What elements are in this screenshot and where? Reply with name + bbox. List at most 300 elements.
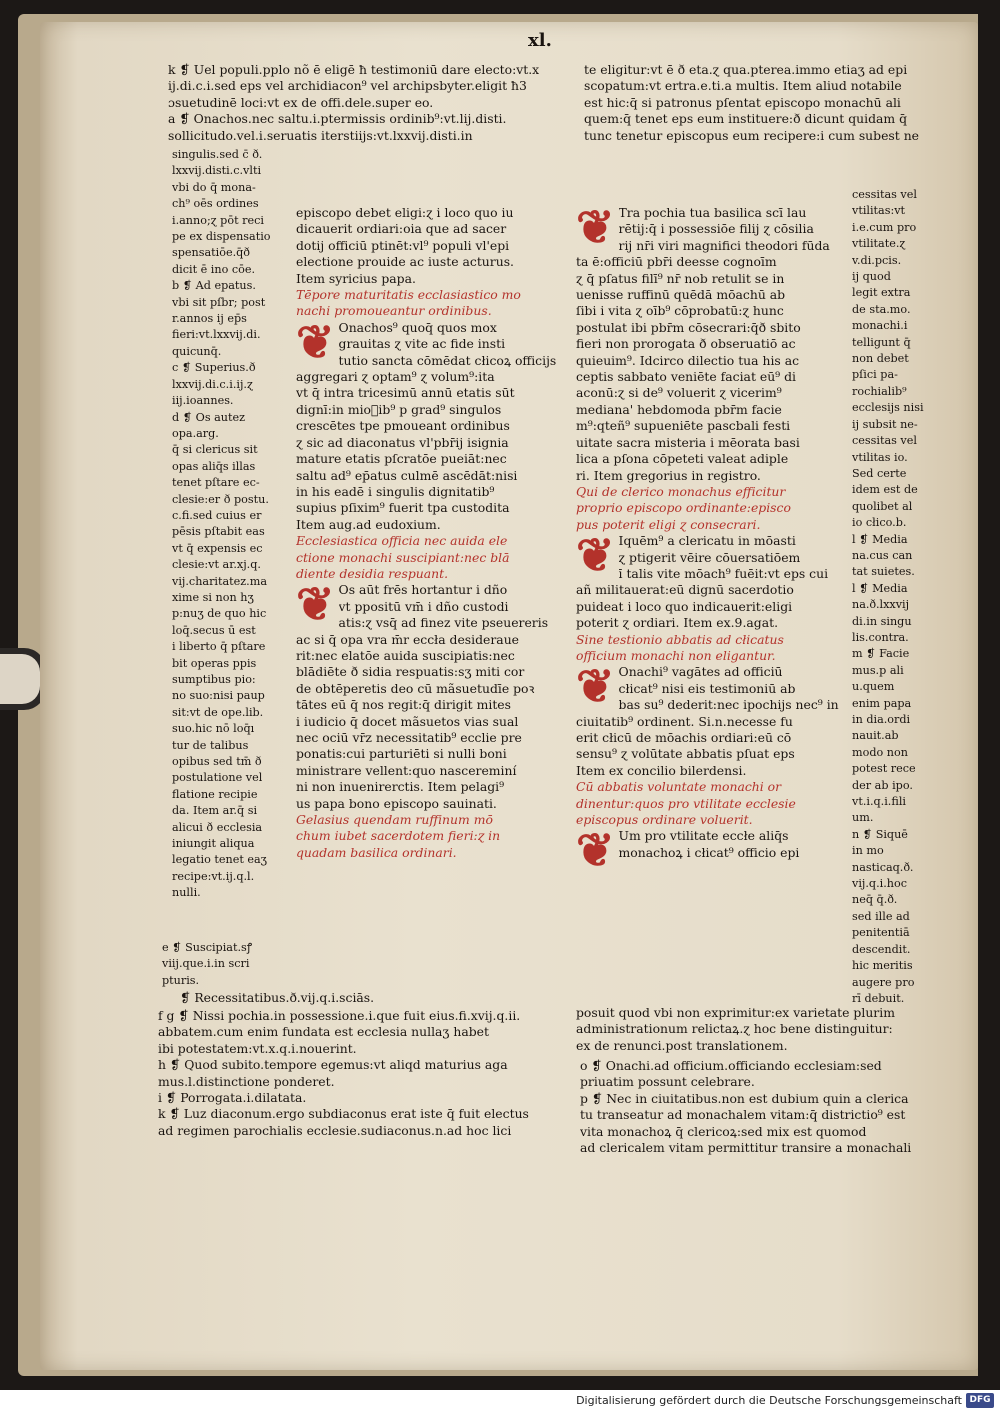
- line-text: proprio episcopo ordinante:episco: [576, 500, 791, 516]
- text-line: [576, 484, 840, 500]
- text-line: [296, 451, 566, 467]
- line-text: ſibi i vita ɀ oīb⁹ cōprobatū:ɀ hunc: [576, 303, 784, 319]
- top-gloss-left: [168, 62, 568, 144]
- line-text: Iquēm⁹ a clericatu in mōasti: [618, 533, 796, 549]
- bottom-gloss-left: [158, 1008, 568, 1139]
- margin-line: n ❡ Siquē: [852, 827, 908, 841]
- line-text: rētij:q̄ i possessiōe filij ɀ cōsilia: [618, 221, 814, 237]
- margin-line: pe ex dispensatio: [172, 230, 271, 244]
- margin-line: nauit.ab: [852, 729, 899, 743]
- margin-line: opa.arg.: [172, 426, 219, 440]
- line-text: cłicat⁹ nisi eis testimoniū ab: [618, 680, 796, 696]
- margin-line: ch⁹ oēs ordines: [172, 197, 259, 211]
- text-line: [296, 763, 566, 779]
- text-line: [296, 746, 566, 762]
- line-text: fieri non prorogata ð obseruatiō ac: [576, 336, 796, 352]
- line-text: rij nr̄i viri magnifici theodori fūda: [618, 237, 830, 253]
- text-line: [576, 336, 840, 352]
- text-line: [576, 402, 840, 418]
- line-text: nachi promoueantur ordinibus.: [296, 303, 492, 319]
- gloss-line: quem:q̄ tenet eps eum instituere:ð dicunt quidam q̄: [584, 111, 908, 127]
- gloss-line: p ❡ Nec in ciuitatibus.non est dubium quin a clerica: [580, 1090, 909, 1106]
- text-line: [576, 632, 840, 648]
- gloss-line: k ❡ Uel populi.pplo nõ ē eligē ħ testimoniū dare electo:vt.x: [168, 62, 540, 77]
- left-short-note: [180, 990, 440, 1006]
- text-line: [339, 615, 566, 631]
- text-line: [339, 320, 566, 336]
- margin-line: i liberto q̄ pſtare: [172, 640, 266, 654]
- line-text: erit cłicū de mōachis ordiari:eū cō: [576, 730, 792, 745]
- margin-line: modo non: [852, 745, 908, 759]
- margin-line: recipe:vt.ij.q.l.: [172, 869, 255, 883]
- line-text: i iudicio q̄ docet mãsuetos vias sual: [296, 713, 519, 729]
- line-text: atis:ɀ vsq̄ ad finez vite pseuereris: [338, 615, 549, 631]
- margin-line: augere pro: [852, 975, 915, 989]
- text-line: [576, 582, 840, 598]
- text-line: [296, 697, 566, 713]
- margin-line: bit operas ppis: [172, 656, 257, 670]
- text-line: [339, 353, 566, 369]
- margin-line: iij.ioannes.: [172, 394, 234, 408]
- text-line: [576, 320, 840, 336]
- text-line: [296, 550, 566, 566]
- margin-line: legatio tenet eaʒ: [172, 853, 267, 867]
- text-line: [619, 681, 840, 697]
- line-text: ri. Item gregorius in registro.: [576, 467, 761, 483]
- text-line: [576, 303, 840, 319]
- line-text: episcopo debet eligi:ɀ i loco quo iu: [296, 205, 514, 220]
- line-text: mature etatis pſcratōe pueiāt:nec: [296, 451, 507, 467]
- gloss-line: tu transeatur ad monachalem vitam:q̄ districtio⁹ est: [580, 1107, 906, 1123]
- margin-line: clesie:vt ar.xj.q.: [172, 558, 261, 572]
- text-line: administrationum relictaꝝ.ɀ hoc bene distinguitur:: [576, 1021, 893, 1037]
- text-line: [296, 303, 566, 319]
- margin-line: q̄ si clericus sit: [172, 443, 258, 457]
- margin-line: monachi.i: [852, 319, 908, 333]
- text-line: [296, 205, 566, 221]
- line-text: ɀ ptigerit vēire cōuersatiōem: [618, 549, 801, 565]
- margin-line: fieri:vt.lxxvij.di.: [172, 328, 261, 342]
- margin-line: vij.charitatez.ma: [172, 574, 268, 588]
- margin-line: di.in singu: [852, 614, 912, 628]
- margin-line: sit:vt de ope.lib.: [172, 705, 264, 719]
- margin-line: tat suietes.: [852, 565, 915, 579]
- line-text: tātes eū q̄ nos regit:q̄ dirigit mites: [296, 697, 511, 713]
- margin-line: suo.hic nō loq̄ı: [172, 722, 255, 736]
- right-column-text: [576, 200, 840, 878]
- text-line: [296, 402, 566, 418]
- margin-line: der ab ipo.: [852, 778, 913, 792]
- line-text: uitate sacra misteria i mēorata basi: [576, 434, 800, 450]
- text-line: [576, 500, 840, 516]
- text-line: posuit quod vbi non exprimitur:ex varietate plurim: [576, 1005, 895, 1020]
- margin-line: ecclesijs nisi: [852, 401, 924, 415]
- text-line: [296, 730, 566, 746]
- text-line: [619, 205, 840, 221]
- right-column-continuation: [576, 1005, 966, 1054]
- text-line: [296, 714, 566, 730]
- margin-line: na.cus can: [852, 548, 913, 562]
- line-text: Tēpore maturitatis ecclasiastico mo: [296, 287, 521, 303]
- line-text: us papa bono episcopo sauinati.: [296, 795, 497, 811]
- margin-line: ij quod: [852, 270, 891, 284]
- line-text: quieuim⁹. Idcirco dilectio tua his ac: [576, 352, 800, 368]
- right-margin-gloss: [852, 187, 938, 1007]
- bottom-gloss-right: [580, 1058, 970, 1156]
- gloss-line: o ❡ Onachi.ad officium.officiando ecclesiam:sed: [580, 1058, 882, 1073]
- margin-line: pēsis pſtabit eas: [172, 525, 265, 539]
- text-line: [576, 451, 840, 467]
- text-line: [296, 385, 566, 401]
- margin-line: nasticaq.ð.: [852, 860, 914, 874]
- left-margin-gloss: [172, 147, 302, 902]
- margin-line: vtilitate.ɀ: [852, 237, 906, 251]
- gloss-line: ad clericalem vitam permittitur transire a monachali: [580, 1140, 912, 1156]
- line-text: Onachi⁹ vagātes ad officiū: [618, 664, 783, 680]
- margin-line: non debet: [852, 352, 909, 366]
- margin-line: quicunq̄.: [172, 344, 222, 358]
- line-text: tutio sancta cōmēdat cłicoꝝ officijs: [338, 352, 557, 368]
- margin-line: cessitas vel: [852, 434, 917, 448]
- text-line: [296, 517, 566, 533]
- margin-line: opibus sed tm̄ ð: [172, 755, 262, 769]
- text-line: [576, 418, 840, 434]
- margin-line: lxxvij.disti.c.vlti: [172, 164, 262, 178]
- line-text: lica a pſona cōpeteti valeat adiple: [576, 451, 789, 467]
- text-line: [576, 271, 840, 287]
- margin-line: enim papa: [852, 696, 912, 710]
- line-text: Qui de clerico monachus efficitur: [576, 483, 786, 499]
- text-line: [296, 221, 566, 237]
- line-text: añ militauerat:eū dignū sacerdotio: [576, 582, 794, 598]
- margin-line: nulli.: [172, 886, 201, 900]
- text-line: [576, 812, 840, 828]
- text-line: [296, 828, 566, 844]
- text-line: [339, 336, 566, 352]
- text-line: [619, 238, 840, 254]
- text-line: [576, 254, 840, 270]
- line-text: Os aūt frēs hortantur i dño: [338, 582, 508, 598]
- margin-line: telligunt q̄: [852, 335, 911, 349]
- margin-line: pturis.: [162, 973, 200, 987]
- line-text: blādiēte ð sidia respuatis:sʒ miti cor: [296, 664, 525, 680]
- text-line: [619, 550, 840, 566]
- margin-line: alicui ð ecclesia: [172, 820, 263, 834]
- margin-line: sumptibus pio:: [172, 673, 256, 686]
- gloss-line: sollicitudo.vel.i.seruatis iterstiijs:vt.lxxvij.disti.in: [168, 127, 473, 143]
- margin-line: l ❡ Media: [852, 532, 908, 546]
- gloss-line: te eligitur:vt ē ð eta.ɀ qua.pterea.immo etiaʒ ad epi: [584, 62, 908, 77]
- line-text: vt ppositū vm̄ i dño custodi: [338, 598, 509, 614]
- footer-bar: [0, 1390, 1000, 1412]
- line-text: uenisse ruffinū quēdā mōachū ab: [576, 287, 786, 303]
- gloss-line: est hic:q̄ si patronus pſentat episcopo monachū ali: [584, 94, 901, 110]
- margin-line: in dia.ordi: [852, 713, 911, 726]
- text-line: [339, 599, 566, 615]
- text-line: [619, 828, 840, 844]
- text-line: [576, 385, 840, 401]
- line-text: dinentur:quos pro vtilitate ecclesie: [576, 795, 796, 811]
- text-line: [576, 287, 840, 303]
- margin-line: tenet pſtare ec-: [172, 476, 260, 490]
- margin-line: p:nuʒ de quo hic: [172, 607, 267, 621]
- text-line: [576, 648, 840, 664]
- line-text: Item ex concilio bilerdensi.: [576, 762, 747, 778]
- gloss-line: abbatem.cum enim fundata est ecclesia nullaʒ habet: [158, 1024, 489, 1040]
- margin-line: vt.i.q.i.fili: [852, 795, 906, 809]
- margin-line: r.annos ij ep̄s: [172, 312, 247, 326]
- text-line: [296, 533, 566, 549]
- top-gloss-right: [584, 62, 974, 144]
- margin-line: opas aliq̄s illas: [172, 459, 256, 473]
- margin-line: c ❡ Superius.ð: [172, 361, 256, 375]
- margin-line: cessitas vel: [852, 188, 917, 201]
- center-column-text: [296, 205, 566, 861]
- line-text: m⁹:qteñ⁹ supueniēte pascbali festi: [576, 418, 791, 434]
- text-line: [296, 681, 566, 697]
- text-line: [576, 796, 840, 812]
- gloss-line: f g ❡ Nissi pochia.in possessione.i.que fuit eius.fi.xvij.q.ii.: [158, 1008, 521, 1023]
- text-line: [339, 582, 566, 598]
- margin-line: c.fi.sed cuius er: [172, 508, 262, 522]
- text-line: [619, 697, 840, 713]
- margin-line: legit extra: [852, 286, 911, 300]
- line-text: saltu ad⁹ ep̄atus culmē ascēdāt:nisi: [296, 467, 518, 483]
- gloss-line: mus.l.distinctione ponderet.: [158, 1073, 335, 1089]
- margin-line: i.anno;ɀ pōt reci: [172, 213, 264, 227]
- line-text: aggregari ɀ optam⁹ ɀ volum⁹:ita: [296, 369, 495, 385]
- line-text: bas su⁹ dederit:nec ipochijs nec⁹ in: [618, 697, 839, 713]
- gloss-line: k ❡ Luz diaconum.ergo subdiaconus erat iste q̄ fuit electus: [158, 1106, 529, 1122]
- line-text: Ecclesiastica officia nec auida ele: [296, 533, 508, 549]
- line-text: puideat i loco quo indicauerit:eligi: [576, 598, 793, 614]
- margin-line: pſici pa-: [852, 368, 898, 382]
- initial-capital: ❦: [576, 823, 615, 878]
- margin-line: b ❡ Ad epatus.: [172, 279, 256, 293]
- margin-line: penitentiā: [852, 926, 910, 940]
- margin-line: hic meritis: [852, 959, 913, 973]
- gloss-line: ibi potestatem:vt.x.q.i.nouerint.: [158, 1040, 357, 1056]
- text-line: [619, 845, 840, 861]
- book-page: [40, 22, 978, 1370]
- text-line: [296, 238, 566, 254]
- text-line: [296, 566, 566, 582]
- line-text: ceptis sabbato veniēte faciat eū⁹ di: [576, 369, 796, 385]
- funding-credit: Digitalisierung gefördert durch die Deutsche Forschungsgemeinschaft: [576, 1394, 962, 1407]
- line-text: dignī:in mioᷓib⁹ p grad⁹ singulos: [296, 401, 502, 417]
- margin-line: rochialib⁹: [852, 384, 907, 398]
- margin-line: quolibet al: [852, 499, 913, 513]
- folio-number: xl.: [528, 30, 552, 51]
- line-text: ctione monachi suscipiant:nec blā: [296, 549, 510, 565]
- margin-line: u.quem: [852, 680, 895, 694]
- line-text: ministrare vellent:quo nascereminí: [296, 762, 517, 778]
- line-text: ī talis vite mōach⁹ fuēit:vt eps cui: [618, 565, 829, 581]
- margin-line: da. Item ar.q̄ si: [172, 804, 258, 818]
- text-line: [576, 517, 840, 533]
- margin-line: i.e.cum pro: [852, 220, 917, 234]
- margin-line: tur de talibus: [172, 738, 249, 752]
- text-line: [296, 648, 566, 664]
- margin-line: clesie:er ð postu.: [172, 492, 269, 506]
- text-line: [576, 468, 840, 484]
- text-line: [296, 435, 566, 451]
- line-text: aconū:ɀ si de⁹ voluerit ɀ vicerim⁹: [576, 385, 782, 401]
- line-text: sensu⁹ ɀ volūtate abbatis pſuat eps: [576, 746, 795, 762]
- text-line: [296, 369, 566, 385]
- text-line: [576, 435, 840, 451]
- margin-line: vij.q.i.hoc: [852, 877, 907, 891]
- margin-line: potest rece: [852, 762, 916, 776]
- line-text: ponatis:cui parturiēti si nulli boni: [296, 746, 507, 762]
- line-text: ciuitatib⁹ ordinent. Si.n.necesse fu: [576, 713, 793, 729]
- text-line: [296, 779, 566, 795]
- margin-line: d ❡ Os autez: [172, 410, 246, 424]
- margin-line: ij subsit ne-: [852, 417, 918, 431]
- gloss-line: vita monachoꝝ q̄ clericoꝝ:sed mix est quomod: [580, 1123, 867, 1139]
- text-line: [296, 271, 566, 287]
- line-text: Sine testionio abbatis ad cłicatus: [576, 631, 784, 647]
- initial-capital: ❦: [296, 314, 335, 369]
- line-text: rit:nec elatōe auida suscipiatis:nec: [296, 647, 515, 663]
- gloss-line: ad regimen parochialis ecclesie.sudiaconus.n.ad hoc lici: [158, 1122, 512, 1138]
- margin-line: vtilitas:vt: [852, 204, 906, 218]
- text-line: [576, 615, 840, 631]
- short-note-line: ❡ Recessitatibus.ð.vij.q.i.sciās.: [180, 990, 375, 1005]
- text-line: [576, 730, 840, 746]
- margin-line: viij.que.i.in scri: [162, 957, 250, 971]
- text-line: [296, 287, 566, 303]
- line-text: electione prouide ac iuste acturus.: [296, 254, 514, 270]
- line-text: grauitas ɀ vite ac fide insti: [338, 336, 506, 352]
- gloss-line: ɔsuetudinē loci:vt ex de offi.dele.super eo.: [168, 94, 434, 110]
- margin-line: spensatiōe.q̄ð: [172, 246, 251, 260]
- initial-capital: ❦: [576, 528, 615, 583]
- margin-line: io cłico.b.: [852, 516, 907, 530]
- margin-line: dicit ē ino cōe.: [172, 262, 256, 276]
- dfg-logo: DFG: [966, 1393, 994, 1408]
- line-text: Item syricius papa.: [296, 270, 416, 286]
- margin-line: xime si non hʒ: [172, 590, 254, 604]
- margin-line: vt q̄ expensis ec: [172, 541, 263, 555]
- margin-line: flatione recipie: [172, 787, 258, 801]
- line-text: ac si q̄ opa vra m̄r eccła desideraue: [296, 631, 520, 647]
- margin-line: Sed certe: [852, 466, 907, 480]
- initial-capital: ❦: [576, 200, 615, 254]
- gloss-line: h ❡ Quod subito.tempore egemus:vt aliqd maturius aga: [158, 1057, 508, 1073]
- margin-line: no suo:nisi paup: [172, 689, 265, 703]
- text-line: [296, 418, 566, 434]
- text-line: [296, 664, 566, 680]
- margin-line: rī debuit.: [852, 991, 905, 1005]
- margin-line: iniungit aliqua: [172, 837, 255, 851]
- text-line: [619, 566, 840, 582]
- initial-capital: ❦: [296, 577, 335, 632]
- margin-line: vbi sit pſbr; post: [172, 295, 266, 309]
- margin-line: e ❡ Suscipiat.sꝭ: [162, 941, 253, 954]
- margin-line: mus.p ali: [852, 663, 904, 677]
- text-line: [296, 845, 566, 861]
- line-text: Item aug.ad eudoxium.: [296, 516, 441, 532]
- line-text: Um pro vtilitate eccłe aliq̄s: [618, 828, 789, 844]
- line-text: dicauerit ordiari:oia que ad sacer: [296, 221, 507, 237]
- line-text: pus poterit eligi ɀ consecrari.: [576, 516, 761, 532]
- text-line: [296, 484, 566, 500]
- margin-line: vtilitas io.: [852, 450, 908, 464]
- line-text: dotij officiū ptinēt:vl⁹ populi vl'epi: [296, 237, 510, 253]
- line-text: diente desidia respuant.: [296, 565, 449, 581]
- margin-line: vbi do q̄ mona-: [172, 180, 256, 194]
- line-text: poterit ɀ ordiari. Item ex.9.agat.: [576, 615, 779, 631]
- gloss-line: a ❡ Onachos.nec saltu.i.ptermissis ordinib⁹:vt.lij.disti.: [168, 111, 507, 127]
- line-text: chum iubet sacerdotem fieri:ɀ in: [296, 828, 501, 844]
- margin-line: singulis.sed c̄ ð.: [172, 148, 263, 161]
- margin-line: de sta.mo.: [852, 302, 911, 316]
- margin-line: m ❡ Facie: [852, 647, 910, 661]
- line-text: ɀ q̄ pſatus filī⁹ nr̄ nob retulit se in: [576, 270, 785, 286]
- text-line: [296, 796, 566, 812]
- text-line: [576, 369, 840, 385]
- margin-line: um.: [852, 811, 874, 825]
- line-text: de obtēperetis deo cū mãsuetudīe poꝛ: [296, 680, 535, 696]
- text-line: [296, 632, 566, 648]
- line-text: crescētes tpe pmoueant ordinibus: [296, 418, 510, 434]
- margin-line: idem est de: [852, 483, 918, 497]
- initial-capital: ❦: [576, 659, 615, 714]
- gloss-line: ij.di.c.i.sed eps vel archidiacon⁹ vel archipsbyter.eligit ħ3: [168, 78, 527, 94]
- line-text: ni non inuenirerctis. Item pelagi⁹: [296, 779, 505, 795]
- margin-line: in mo: [852, 844, 884, 858]
- margin-line: loq̄.secus ū est: [172, 623, 256, 637]
- line-text: in his eadē i singulis dignitatib⁹: [296, 483, 495, 499]
- line-text: episcopus ordinare voluerit.: [576, 812, 753, 828]
- margin-line: na.ð.lxxvij: [852, 598, 910, 612]
- margin-line: sed ille ad: [852, 909, 910, 923]
- gloss-line: scopatum:vt ertra.e.ti.a multis. Item aliud notabile: [584, 78, 902, 94]
- margin-line: lis.contra.: [852, 630, 909, 644]
- gloss-line: tunc tenetur episcopus eum recipere:i cum subest ne: [584, 127, 920, 143]
- line-text: ɀ sic ad diaconatus vl'pbr̄ij isignia: [296, 434, 509, 450]
- text-line: [576, 714, 840, 730]
- text-line: [576, 599, 840, 615]
- margin-line: descendit.: [852, 942, 911, 956]
- line-text: mediana' hebdomoda pbr̄m facie: [576, 401, 782, 417]
- text-line: [296, 254, 566, 270]
- line-text: officium monachi non eligantur.: [576, 647, 776, 663]
- line-text: nec ociū vr̄z necessitatib⁹ ecclie pre: [296, 730, 522, 745]
- line-text: ta ē:officiū pbr̄i deesse cognoīm: [576, 254, 777, 270]
- gloss-line: priuatim possunt celebrare.: [580, 1074, 755, 1090]
- line-text: Onachos⁹ quoq̄ quos mox: [338, 319, 497, 335]
- margin-line: lxxvij.di.c.i.ij.ɀ: [172, 377, 253, 391]
- text-line: [619, 664, 840, 680]
- text-line: [296, 812, 566, 828]
- margin-line: l ❡ Media: [852, 581, 908, 595]
- gloss-line: i ❡ Porrogata.i.dilatata.: [158, 1090, 307, 1106]
- line-text: Tra pochia tua basilica scī lau: [618, 205, 807, 220]
- line-text: Gelasius quendam ruffinum mō: [296, 812, 493, 828]
- text-line: [296, 500, 566, 516]
- margin-line: neq̄ q̄.ð.: [852, 893, 898, 907]
- text-line: [576, 763, 840, 779]
- line-text: monachoꝝ i cłicat⁹ officio epi: [618, 844, 800, 860]
- text-line: ex de renunci.post translationem.: [576, 1037, 788, 1053]
- line-text: quadam basilica ordinari.: [296, 844, 457, 860]
- line-text: Cū abbatis voluntate monachi or: [576, 779, 782, 795]
- line-text: postulat ibi pbr̄m cōsecrari:q̄ð sbito: [576, 319, 801, 335]
- bookmark-tab-inner: [0, 654, 40, 704]
- line-text: vt q̄ intra tricesimū annū etatis sūt: [296, 385, 515, 401]
